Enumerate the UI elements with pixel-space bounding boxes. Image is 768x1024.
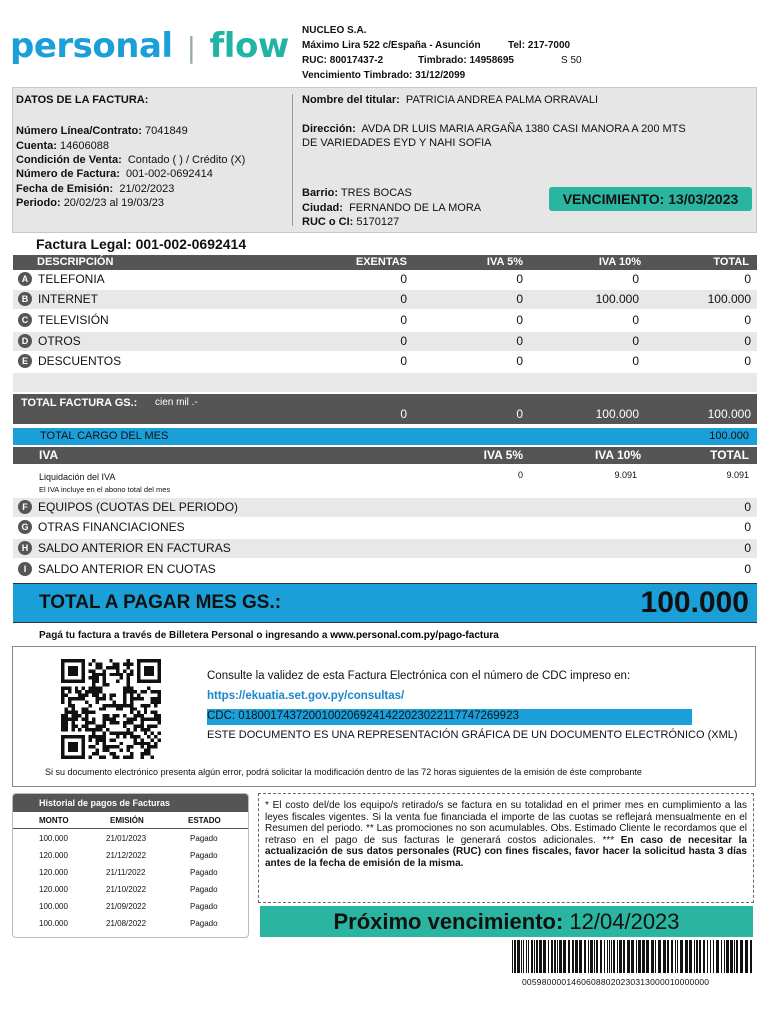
history-monto: 120.000 xyxy=(39,885,68,894)
total-factura-exentas: 0 xyxy=(400,407,407,421)
company-info xyxy=(302,23,582,83)
brand-logo xyxy=(10,26,289,66)
proximo-label: Próximo vencimiento: xyxy=(333,909,564,934)
history-estado: Pagado xyxy=(190,902,218,911)
row-desc: TELEVISIÓN xyxy=(38,313,109,327)
extra-row xyxy=(13,498,757,517)
header-exentas: EXENTAS xyxy=(355,256,407,268)
einvoice-error-note: Si su documento electrónico presenta algún error, podrá solicitar la modificación dentro de las 72 horas siguientes de la emisión de éste comprobante xyxy=(45,767,642,777)
extra-desc: SALDO ANTERIOR EN CUOTAS xyxy=(38,562,216,576)
badge-icon: D xyxy=(18,334,32,348)
row-iva5: 0 xyxy=(516,313,523,327)
history-monto: 120.000 xyxy=(39,868,68,877)
iva-liq-iva10: 9.091 xyxy=(614,470,637,480)
row-iva10: 0 xyxy=(632,313,639,327)
iva-header-iva10: IVA 10% xyxy=(594,448,641,462)
total-cargo-value: 100.000 xyxy=(709,430,749,442)
history-emision: 21/08/2022 xyxy=(106,919,147,928)
invoice-numero: Número de Factura: 001-002-0692414 xyxy=(16,168,213,180)
company-vencimiento-timbrado: Vencimiento Timbrado: 31/12/2099 xyxy=(302,70,466,81)
extra-value: 0 xyxy=(744,520,751,534)
header-descripcion: DESCRIPCIÓN xyxy=(37,256,114,268)
row-iva5: 0 xyxy=(516,292,523,306)
row-total: 100.000 xyxy=(707,292,751,306)
extra-desc: OTRAS FINANCIACIONES xyxy=(38,520,185,534)
invoice-section-title: DATOS DE LA FACTURA: xyxy=(16,94,149,106)
total-factura-label: TOTAL FACTURA GS.: xyxy=(21,397,138,409)
total-a-pagar-label: TOTAL A PAGAR MES GS.: xyxy=(39,592,282,613)
history-emision: 21/10/2022 xyxy=(106,885,147,894)
holder-ruc: RUC o CI: 5170127 xyxy=(302,216,400,228)
box-divider xyxy=(292,94,293,226)
header-iva5: IVA 5% xyxy=(486,256,523,268)
payment-note-text: Pagá tu factura a través de Billetera Personal o ingresando a xyxy=(39,630,331,641)
table-row xyxy=(13,352,757,371)
extra-value: 0 xyxy=(744,562,751,576)
history-monto: 120.000 xyxy=(39,851,68,860)
row-iva5: 0 xyxy=(516,272,523,286)
company-timbrado: Timbrado: 14958695 xyxy=(418,55,514,66)
legal-notes-text: * El costo del/de los equipo/s retirado/s se factura en su totalidad en el primer mes en cumplimiento a las leyes fiscales vigentes. Si la venta fue financiada el importe de las cuotas se reflejará mensualmente en el Resumen del periodo. ** Las promociones no son acumulables. Obs. Estimado Cliente le recordamos que el retraso en el pago de sus facturas le generará costos adicionales. *** xyxy=(265,800,747,846)
row-exentas: 0 xyxy=(400,292,407,306)
extra-desc: SALDO ANTERIOR EN FACTURAS xyxy=(38,541,231,555)
iva-liq-label: Liquidación del IVA xyxy=(39,472,116,482)
header-iva10: IVA 10% xyxy=(598,256,641,268)
legal-notes xyxy=(258,793,754,903)
row-total: 0 xyxy=(744,354,751,368)
row-total: 0 xyxy=(744,334,751,348)
invoice-periodo: Periodo: 20/02/23 al 19/03/23 xyxy=(16,197,164,209)
table-row xyxy=(13,270,757,289)
row-iva10: 0 xyxy=(632,272,639,286)
invoice-data-box xyxy=(12,87,757,233)
badge-icon: H xyxy=(18,541,32,555)
badge-icon: C xyxy=(18,313,32,327)
invoice-linea: Número Línea/Contrato: 7041849 xyxy=(16,125,188,137)
iva-liq-total: 9.091 xyxy=(726,470,749,480)
history-emision: 21/09/2022 xyxy=(106,902,147,911)
holder-direccion: Dirección: AVDA DR LUIS MARIA ARGAÑA 1380 CASI MANORA A 200 MTS xyxy=(302,123,686,135)
badge-icon: B xyxy=(18,292,32,306)
holder-nombre: Nombre del titular: PATRICIA ANDREA PALMA ORRAVALI xyxy=(302,94,599,106)
badge-icon: E xyxy=(18,354,32,368)
extra-desc: EQUIPOS (CUOTAS DEL PERIODO) xyxy=(38,500,239,514)
history-emision: 21/11/2022 xyxy=(106,868,146,877)
badge-icon: G xyxy=(18,520,32,534)
factura-legal-title: Factura Legal: 001-002-0692414 xyxy=(36,236,247,252)
barcode-icon xyxy=(512,940,752,973)
history-estado: Pagado xyxy=(190,885,218,894)
company-name: NUCLEO S.A. xyxy=(302,25,367,36)
total-factura-words: cien mil .- xyxy=(155,397,198,408)
badge-icon: A xyxy=(18,272,32,286)
row-desc: TELEFONIA xyxy=(38,272,105,286)
total-cargo-label: TOTAL CARGO DEL MES xyxy=(40,430,169,442)
holder-direccion-2: DE VARIEDADES EYD Y NAHI SOFIA xyxy=(302,137,492,149)
iva-header-total: TOTAL xyxy=(710,448,749,462)
vencimiento-badge: VENCIMIENTO: 13/03/2023 xyxy=(549,187,752,211)
invoice-fecha: Fecha de Emisión: 21/02/2023 xyxy=(16,183,175,195)
company-phone: Tel: 217-7000 xyxy=(508,40,571,51)
invoice-cuenta: Cuenta: 14606088 xyxy=(16,140,109,152)
history-title: Historial de pagos de Facturas xyxy=(13,794,249,812)
payment-link[interactable]: www.personal.com.py/pago-factura xyxy=(330,630,499,641)
logo-separator: | xyxy=(186,31,196,64)
row-total: 0 xyxy=(744,313,751,327)
badge-icon: I xyxy=(18,562,32,576)
row-iva10: 0 xyxy=(632,354,639,368)
table-row xyxy=(13,332,757,351)
total-factura-row xyxy=(13,394,757,424)
badge-icon: F xyxy=(18,500,32,514)
row-exentas: 0 xyxy=(400,354,407,368)
company-ruc-line xyxy=(302,53,582,68)
total-cargo-row xyxy=(13,428,757,445)
company-address-line xyxy=(302,38,571,53)
proximo-vencimiento xyxy=(260,906,753,937)
total-factura-total: 100.000 xyxy=(707,407,751,421)
table-row xyxy=(13,290,757,309)
total-factura-iva5: 0 xyxy=(516,407,523,421)
history-emision: 21/01/2023 xyxy=(106,834,147,843)
iva-note: El IVA incluye en el abono total del mes xyxy=(39,485,171,494)
payment-note xyxy=(39,630,499,641)
logo-personal: personal xyxy=(10,26,173,66)
row-iva10: 0 xyxy=(632,334,639,348)
history-col-estado: ESTADO xyxy=(188,816,221,825)
iva-liq-iva5: 0 xyxy=(517,470,523,480)
history-estado: Pagado xyxy=(190,868,218,877)
company-address: Máximo Lira 522 c/España - Asunción xyxy=(302,40,481,51)
total-factura-iva10: 100.000 xyxy=(595,407,639,421)
history-estado: Pagado xyxy=(190,834,218,843)
history-monto: 100.000 xyxy=(39,902,68,911)
einvoice-cdc: CDC: 01800174372001002069241422023022117747269923 xyxy=(207,710,519,722)
company-ruc: RUC: 80017437-2 xyxy=(302,55,384,66)
extra-value: 0 xyxy=(744,541,751,555)
history-col-emision: EMISIÓN xyxy=(110,816,144,825)
holder-ciudad: Ciudad: FERNANDO DE LA MORA xyxy=(302,202,482,214)
qr-code-icon xyxy=(58,659,164,759)
row-iva5: 0 xyxy=(516,354,523,368)
row-iva10: 100.000 xyxy=(595,292,639,306)
history-estado: Pagado xyxy=(190,851,218,860)
total-a-pagar xyxy=(13,583,757,623)
holder-barrio: Barrio: TRES BOCAS xyxy=(302,187,412,199)
iva-header xyxy=(13,447,757,464)
einvoice-consult: Consulte la validez de esta Factura Electrónica con el número de CDC impreso en: xyxy=(207,670,631,682)
history-col-monto: MONTO xyxy=(39,816,69,825)
extra-row xyxy=(13,560,757,579)
row-iva5: 0 xyxy=(516,334,523,348)
history-monto: 100.000 xyxy=(39,834,68,843)
row-exentas: 0 xyxy=(400,272,407,286)
charges-table-header xyxy=(13,255,757,270)
iva-header-iva5: IVA 5% xyxy=(483,448,523,462)
extra-value: 0 xyxy=(744,500,751,514)
history-estado: Pagado xyxy=(190,919,218,928)
iva-header-label: IVA xyxy=(39,448,59,462)
row-exentas: 0 xyxy=(400,334,407,348)
row-desc: DESCUENTOS xyxy=(38,354,122,368)
iva-liquidacion-row xyxy=(13,466,757,486)
legal-notes-bold: En caso de necesitar la actualización de sus datos personales (RUC) con fines fiscales, favor hacer la solicitud hasta 3 días antes de la fecha de emisión de la misma. xyxy=(265,834,747,869)
row-total: 0 xyxy=(744,272,751,286)
history-emision: 21/12/2022 xyxy=(106,851,147,860)
invoice-condicion: Condición de Venta: Contado ( ) / Crédito (X) xyxy=(16,154,246,166)
header-total: TOTAL xyxy=(713,256,749,268)
row-desc: INTERNET xyxy=(38,292,98,306)
total-a-pagar-value: 100.000 xyxy=(640,586,749,619)
history-divider xyxy=(13,828,249,829)
proximo-date: 12/04/2023 xyxy=(569,909,680,934)
logo-flow: flow xyxy=(209,26,289,66)
table-row-empty xyxy=(13,373,757,392)
einvoice-box xyxy=(12,646,756,787)
table-row xyxy=(13,311,757,330)
row-exentas: 0 xyxy=(400,313,407,327)
extra-row xyxy=(13,518,757,537)
einvoice-url-link[interactable]: https://ekuatia.set.gov.py/consultas/ xyxy=(207,690,405,702)
einvoice-representation: ESTE DOCUMENTO ES UNA REPRESENTACIÓN GRÁFICA DE UN DOCUMENTO ELECTRÓNICO (XML) xyxy=(207,729,738,741)
barcode-number: 00598000014606088020230313000010000000 xyxy=(522,977,710,987)
company-series: S 50 xyxy=(561,55,582,66)
row-desc: OTROS xyxy=(38,334,81,348)
history-monto: 100.000 xyxy=(39,919,68,928)
extra-row xyxy=(13,539,757,558)
payment-history xyxy=(12,793,249,938)
